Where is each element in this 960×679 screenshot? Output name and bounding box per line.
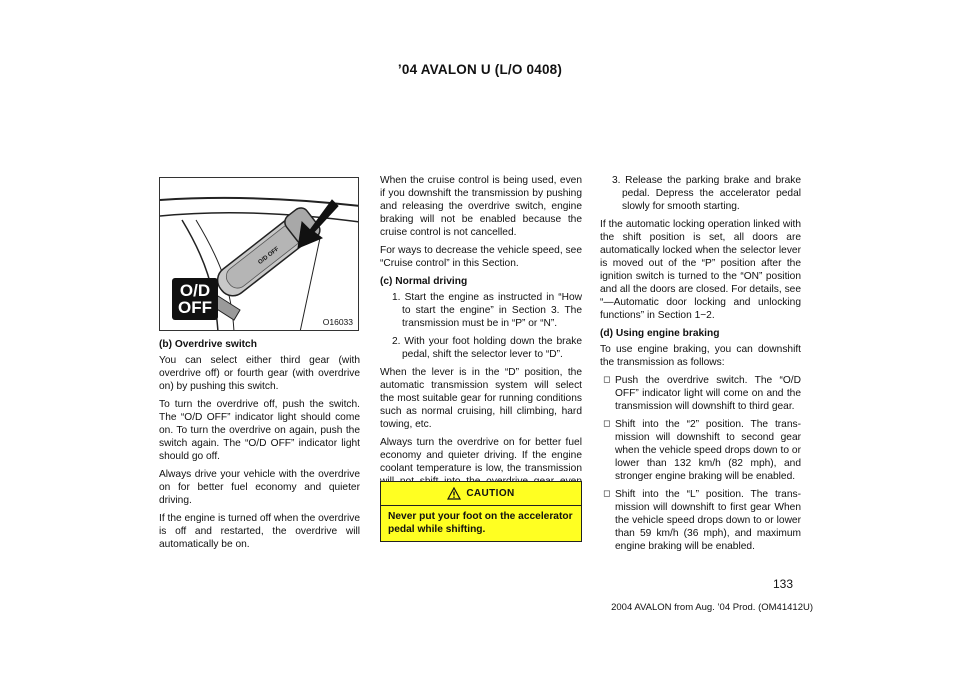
step-item: 1. Start the engine as instructed in “How to start the engine” in Section 3. The transmission must be in “P” or “N”. <box>392 292 582 329</box>
list-item-text: Push the overdrive switch. The “O/D OFF” indicator light will come on and the transmission will downshift to third gear. <box>615 375 801 412</box>
caution-box <box>380 481 582 542</box>
list-item <box>600 488 801 553</box>
overdrive-switch-illustration <box>159 177 359 331</box>
caution-text: Never put your foot on the accelerator pedal while shifting. <box>388 511 573 535</box>
paragraph: You can select either third gear (with overdrive off) or fourth gear (with overdrive on) by pushing this switch. <box>159 355 360 392</box>
section-heading-normal-driving: (c) Normal driving <box>380 276 468 287</box>
step-item: 2. With your foot holding down the brake pedal, shift the selector lever to “D”. <box>392 336 582 360</box>
push-arrow-icon <box>298 200 338 248</box>
switch-marking: O/D OFF <box>257 246 281 266</box>
caution-title: CAUTION <box>466 488 515 499</box>
document-header: ’04 AVALON U (L/O 0408) <box>397 62 563 77</box>
paragraph: Always drive your vehicle with the overdrive on for better fuel economy and quieter driving. <box>159 469 360 506</box>
od-label-line2: OFF <box>178 298 212 317</box>
paragraph: For ways to decrease the vehicle speed, see “Cruise control” in this Section. <box>380 245 582 269</box>
warning-triangle-icon <box>447 487 461 500</box>
list-item-text: Shift into the “L” position. The transmission will downshift to first gear When the vehicle speed drops down to or lower than 59 km/h (36 mph), and maximum engine braking will be enabled. <box>615 489 801 552</box>
paragraph: When the lever is in the “D” position, the automatic transmission system will select the most suitable gear for running conditions such as normal cruising, hill climbing, hard towing, etc. <box>380 367 582 430</box>
bullet-icon: ◻ <box>603 489 611 499</box>
column-right <box>600 174 801 558</box>
list-item-text: Shift into the “2” position. The transmission will downshift to second gear when the vehicle speed drops down to or lower than 132 km/h (82 mph), and stronger engine braking will be enabled. <box>615 419 801 482</box>
paragraph: To use engine braking, you can downshift the transmission as follows: <box>600 344 801 368</box>
column-left <box>159 338 360 556</box>
paragraph: Always turn the overdrive on for better fuel economy and quieter driving. If the engine coolant temperature is low, the transmission <box>380 437 582 474</box>
page-number: 133 <box>773 577 794 591</box>
paragraph: To turn the overdrive off, push the switch. The “O/D OFF” indicator light should come on. To turn the overdrive on again, push the switch again. The “O/D OFF” indicator light should go off. <box>159 399 360 462</box>
section-heading-engine-braking: (d) Using engine braking <box>600 328 720 339</box>
caution-header <box>381 482 581 506</box>
list-item <box>600 374 801 413</box>
section-heading-overdrive-switch: (b) Overdrive switch <box>159 339 257 350</box>
bullet-icon: ◻ <box>603 375 611 385</box>
bullet-icon: ◻ <box>603 419 611 429</box>
document-footer: 2004 AVALON from Aug. ’04 Prod. (OM41412U) <box>611 602 813 613</box>
figure-id: O16033 <box>322 317 353 327</box>
paragraph: If the automatic locking operation linked with the shift position is set, all doors are automatically locked when the selector lever is moved out of the “P” position after the ignition switch is turned to the “ON” position and all the doors are closed. For details, see “—Automatic door locking and unlocking functions” in Section 1−2. <box>600 219 801 321</box>
column-middle <box>380 174 582 506</box>
paragraph: When the cruise control is being used, even if you downshift the transmission by pushing and releasing the overdrive switch, engine braking will not be enabled because the cruise control is not cancelled. <box>380 175 582 238</box>
paragraph: If the engine is turned off when the overdrive is off and restarted, the overdrive will automatically be on. <box>159 513 360 550</box>
list-item <box>600 418 801 483</box>
od-label-line1: O/D <box>179 281 211 300</box>
od-off-indicator-icon <box>172 278 218 320</box>
step-item: 3. Release the parking brake and brake pedal. Depress the accelerator pedal slowly for smooth starting. <box>612 175 801 212</box>
